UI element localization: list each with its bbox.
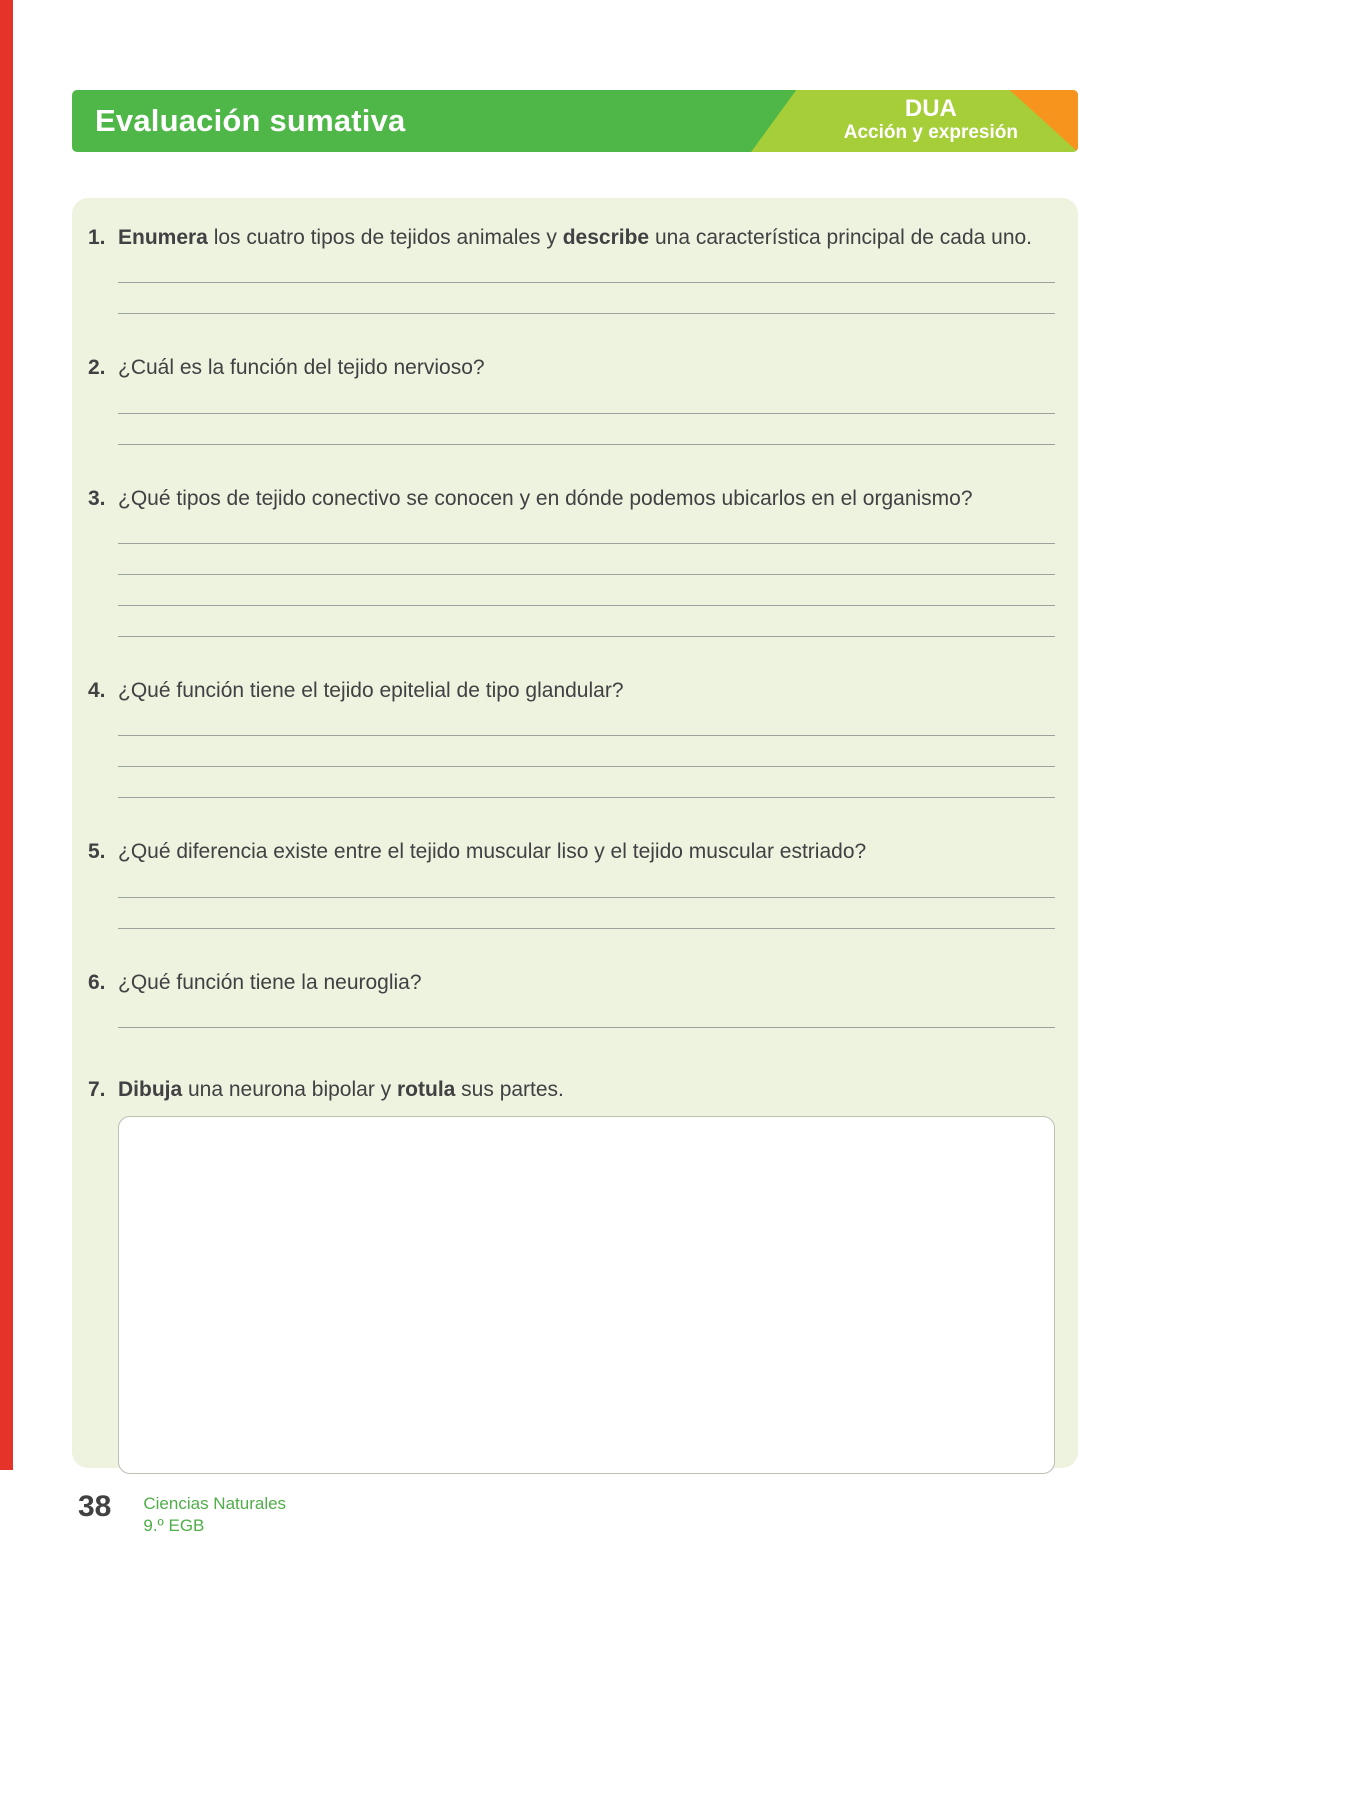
question-4 [88, 677, 1055, 798]
answer-line[interactable] [118, 383, 1055, 414]
question-number: 4. [88, 679, 106, 703]
question-number: 2. [88, 356, 106, 380]
answer-line[interactable] [118, 736, 1055, 767]
question-row [88, 838, 1055, 866]
answer-line[interactable] [118, 606, 1055, 637]
question-text: ¿Cuál es la función del tejido nervioso? [118, 356, 485, 380]
question-number: 1. [88, 226, 106, 249]
question-row [88, 1076, 1055, 1104]
footer-grade: 9.º EGB [143, 1516, 205, 1536]
question-7 [88, 1076, 1055, 1474]
answer-line[interactable] [118, 997, 1055, 1028]
questions-panel [72, 198, 1078, 1468]
answer-line[interactable] [118, 283, 1055, 314]
question-3 [88, 485, 1055, 637]
question-number: 5. [88, 840, 106, 864]
left-accent-bar [0, 0, 13, 1470]
question-text: ¿Qué diferencia existe entre el tejido muscular liso y el tejido muscular estriado? [118, 840, 867, 864]
question-1 [88, 224, 1055, 314]
answer-line[interactable] [118, 767, 1055, 798]
answer-line[interactable] [118, 513, 1055, 544]
question-number: 7. [88, 1078, 106, 1102]
answer-line[interactable] [118, 898, 1055, 929]
question-text: ¿Qué función tiene la neuroglia? [118, 970, 422, 994]
question-row [88, 677, 1055, 705]
question-text: Dibuja una neurona bipolar y rotula sus partes. [118, 1078, 564, 1102]
question-row [88, 354, 1055, 382]
page-title: Evaluación sumativa [95, 103, 406, 138]
question-row [88, 969, 1055, 997]
question-text: ¿Qué función tiene el tejido epitelial de tipo glandular? [118, 679, 624, 703]
footer [78, 1492, 286, 1537]
question-6 [88, 969, 1055, 1028]
question-text: ¿Qué tipos de tejido conectivo se conocen y en dónde podemos ubicarlos en el organismo? [118, 486, 973, 510]
dua-label-block [844, 96, 1018, 144]
answer-line[interactable] [118, 867, 1055, 898]
footer-subject: Ciencias Naturales [143, 1494, 287, 1513]
answer-line[interactable] [118, 544, 1055, 575]
question-row [88, 485, 1055, 513]
answer-line[interactable] [118, 575, 1055, 606]
question-number: 6. [88, 970, 106, 994]
question-row [88, 224, 1055, 252]
question-number: 3. [88, 486, 106, 510]
footer-meta [143, 1492, 286, 1537]
question-text: Enumera los cuatro tipos de tejidos animales y describe una característica principal de cada uno. [118, 226, 1033, 249]
questions-container [88, 224, 1055, 1474]
dua-sublabel: Acción y expresión [843, 122, 1018, 144]
question-2 [88, 354, 1055, 444]
drawing-box[interactable] [118, 1116, 1055, 1474]
page-number: 38 [78, 1490, 112, 1523]
answer-line[interactable] [118, 252, 1055, 283]
header-banner [72, 90, 1078, 152]
question-5 [88, 838, 1055, 928]
answer-line[interactable] [118, 414, 1055, 445]
dua-label: DUA [904, 95, 957, 122]
answer-line[interactable] [118, 705, 1055, 736]
